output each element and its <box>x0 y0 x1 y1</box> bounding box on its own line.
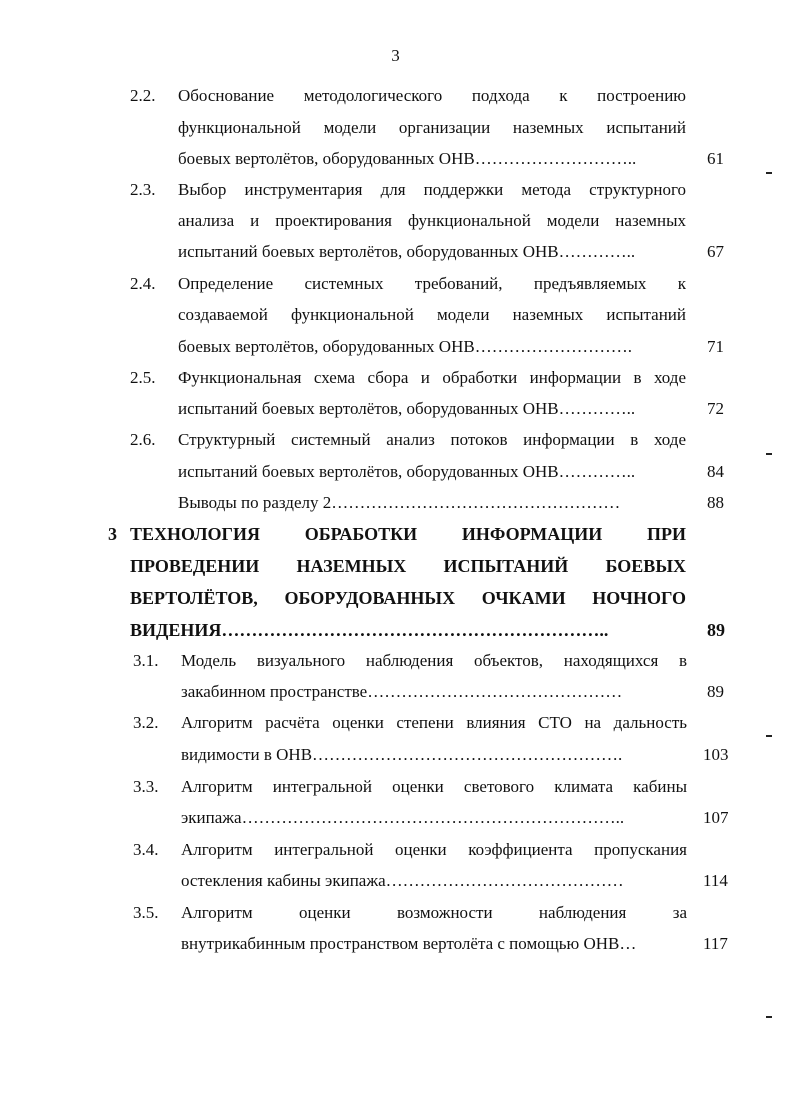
entry-number: 2.2. <box>130 86 156 105</box>
entry-page: 84 <box>707 462 724 481</box>
entry-number: 3.5. <box>133 903 159 922</box>
page-number: 3 <box>391 46 400 65</box>
entry-page: 114 <box>703 871 728 890</box>
entry-line: боевых вертолётов, оборудованных ОНВ……………………….. <box>178 149 637 168</box>
entry-line: внутрикабинным пространством вертолёта с помощью ОНВ… <box>181 934 637 953</box>
entry-line: Определение системных требований, предъявляемых к <box>178 274 686 293</box>
entry-page: 71 <box>707 337 724 356</box>
entry-line: боевых вертолётов, оборудованных ОНВ………………………. <box>178 337 632 356</box>
entry-page: 107 <box>703 808 729 827</box>
entry-page: 61 <box>707 149 724 168</box>
chapter-line: ВИДЕНИЯ……………………………………………………….. <box>130 620 609 640</box>
entry-page: 88 <box>707 493 724 512</box>
entry-line: видимости в ОНВ………………………………………………. <box>181 745 623 764</box>
entry-line: Выбор инструментария для поддержки метода структурного <box>178 180 686 199</box>
entry-number: 2.5. <box>130 368 156 387</box>
entry-line: Алгоритм интегральной оценки коэффициента пропускания <box>181 840 687 859</box>
entry-line: Структурный системный анализ потоков информации в ходе <box>178 430 686 449</box>
margin-mark <box>766 172 772 174</box>
margin-mark <box>766 1016 772 1018</box>
entry-line: создаваемой функциональной модели наземных испытаний <box>178 305 686 324</box>
entry-line: Выводы по разделу 2…………………………………………… <box>178 493 621 512</box>
entry-line: Функциональная схема сбора и обработки информации в ходе <box>178 368 686 387</box>
chapter-line: ВЕРТОЛЁТОВ, ОБОРУДОВАННЫХ ОЧКАМИ НОЧНОГО <box>130 588 686 608</box>
entry-line: Алгоритм расчёта оценки степени влияния СТО на дальность <box>181 713 687 732</box>
entry-number: 2.3. <box>130 180 156 199</box>
margin-mark <box>766 735 772 737</box>
chapter-number: 3 <box>108 524 117 544</box>
entry-line: Алгоритм интегральной оценки светового климата кабины <box>181 777 687 796</box>
entry-line: анализа и проектирования функциональной модели наземных <box>178 211 686 230</box>
entry-number: 3.3. <box>133 777 159 796</box>
entry-page: 89 <box>707 682 724 701</box>
entry-line: закабинном пространстве……………………………………… <box>181 682 623 701</box>
entry-number: 2.4. <box>130 274 156 293</box>
entry-page: 67 <box>707 242 724 261</box>
entry-line: испытаний боевых вертолётов, оборудованных ОНВ………….. <box>178 399 636 418</box>
entry-number: 3.1. <box>133 651 159 670</box>
entry-page: 117 <box>703 934 728 953</box>
entry-page: 72 <box>707 399 724 418</box>
chapter-line: ПРОВЕДЕНИИ НАЗЕМНЫХ ИСПЫТАНИЙ БОЕВЫХ <box>130 556 686 576</box>
entry-line: испытаний боевых вертолётов, оборудованных ОНВ………….. <box>178 462 636 481</box>
entry-number: 3.2. <box>133 713 159 732</box>
entry-line: функциональной модели организации наземных испытаний <box>178 118 686 137</box>
entry-line: Алгоритм оценки возможности наблюдения за <box>181 903 687 922</box>
entry-line: Модель визуального наблюдения объектов, находящихся в <box>181 651 687 670</box>
entry-line: экипажа………………………………………………………….. <box>181 808 625 827</box>
margin-mark <box>766 453 772 455</box>
entry-line: остекления кабины экипажа…………………………………… <box>181 871 624 890</box>
chapter-line: ТЕХНОЛОГИЯ ОБРАБОТКИ ИНФОРМАЦИИ ПРИ <box>130 524 686 544</box>
entry-page: 103 <box>703 745 729 764</box>
entry-line: Обоснование методологического подхода к построению <box>178 86 686 105</box>
chapter-page: 89 <box>707 620 725 640</box>
entry-line: испытаний боевых вертолётов, оборудованных ОНВ………….. <box>178 242 636 261</box>
entry-number: 2.6. <box>130 430 156 449</box>
entry-number: 3.4. <box>133 840 159 859</box>
